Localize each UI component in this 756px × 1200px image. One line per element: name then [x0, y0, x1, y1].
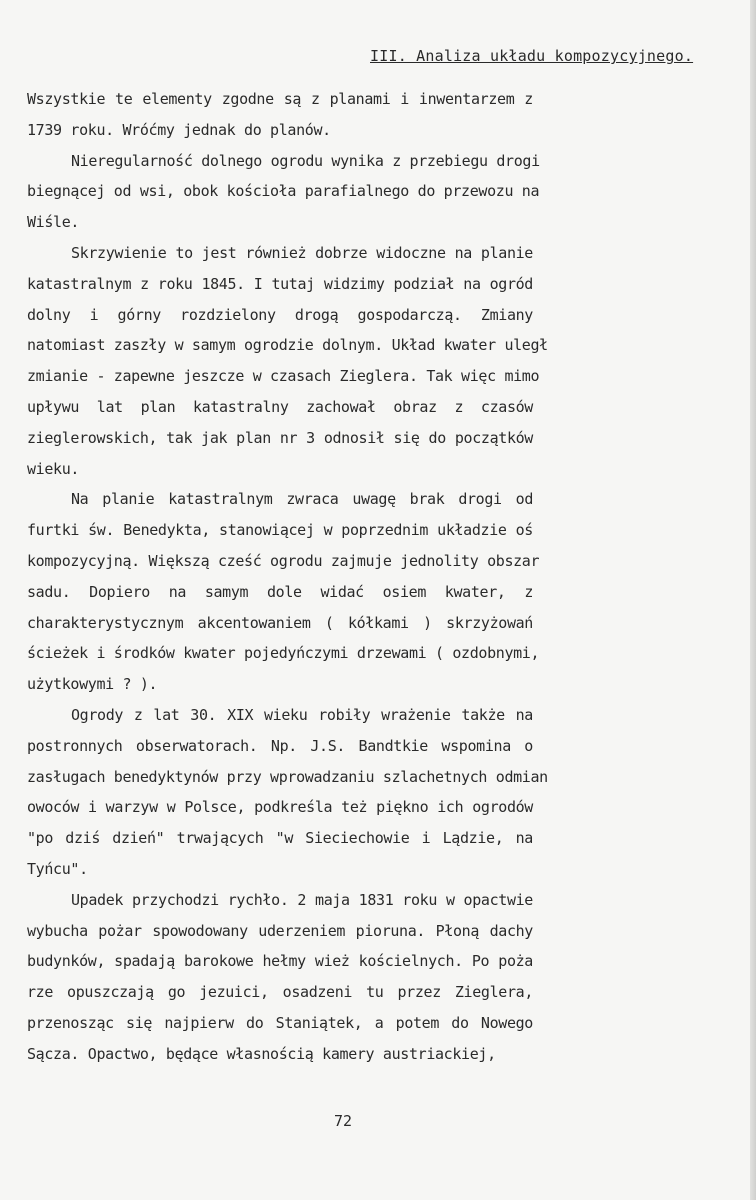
- paragraph: [27, 84, 533, 146]
- text-line: 1739 roku. Wróćmy jednak do planów.: [27, 120, 331, 139]
- paragraph: [27, 484, 540, 700]
- text-line: rze opuszczają go jezuici, osadzeni tu przez Zieglera,: [27, 983, 533, 1002]
- text-line: budynków, spadają barokowe hełmy wież kościelnych. Po poża: [27, 952, 533, 971]
- text-line: "po dziś dzień" trwających "w Sieciechowie i Lądzie, na: [27, 829, 533, 848]
- chapter-heading: III. Analiza układu kompozycyjnego.: [370, 47, 694, 65]
- text-line: owoców i warzyw w Polsce, podkreśla też piękno ich ogrodów: [27, 798, 533, 817]
- page-edge-shadow: [750, 0, 756, 1200]
- text-line: ścieżek i środków kwater pojedyńczymi drzewami ( ozdobnymi,: [27, 644, 540, 663]
- text-line: dolny i górny rozdzielony drogą gospodarczą. Zmiany: [27, 305, 533, 324]
- text-line: Wszystkie te elementy zgodne są z planami i inwentarzem z: [27, 90, 533, 108]
- text-line: Tyńcu".: [27, 859, 88, 878]
- text-line: sadu. Dopiero na samym dole widać osiem kwater, z: [27, 582, 533, 601]
- text-line: charakterystycznym akcentowaniem ( kółkami ) skrzyżowań: [27, 613, 533, 632]
- body-text: [27, 84, 548, 1070]
- text-line: Na planie katastralnym zwraca uwagę brak drogi od: [71, 490, 533, 509]
- text-line: natomiast zaszły w samym ogrodzie dolnym. Układ kwater uległ: [27, 336, 548, 355]
- text-line: Sącza. Opactwo, będące własnością kamery austriackiej,: [27, 1044, 496, 1063]
- text-line: wybucha pożar spowodowany uderzeniem pioruna. Płoną dachy: [27, 921, 533, 940]
- text-line: wieku.: [27, 459, 80, 478]
- paragraph: [27, 238, 548, 484]
- text-line: katastralnym z roku 1845. I tutaj widzimy podział na ogród: [27, 274, 533, 293]
- text-line: użytkowymi ? ).: [27, 675, 158, 694]
- text-line: Skrzywienie to jest również dobrze widoczne na planie: [71, 243, 533, 262]
- text-line: przenosząc się najpierw do Staniątek, a potem do Nowego: [27, 1013, 533, 1032]
- text-line: zieglerowskich, tak jak plan nr 3 odnosił się do początków: [27, 428, 533, 447]
- text-line: Upadek przychodzi rychło. 2 maja 1831 roku w opactwie: [71, 890, 533, 909]
- paragraph: [27, 885, 533, 1070]
- text-line: Nieregularność dolnego ogrodu wynika z przebiegu drogi: [71, 151, 540, 170]
- page-number: 72: [334, 1112, 353, 1130]
- text-line: zmianie - zapewne jeszcze w czasach Zieglera. Tak więc mimo: [27, 367, 540, 386]
- text-line: upływu lat plan katastralny zachował obraz z czasów: [27, 397, 533, 416]
- text-line: postronnych obserwatorach. Np. J.S. Bandtkie wspomina o: [27, 736, 533, 755]
- text-line: Wiśle.: [27, 213, 80, 232]
- paragraph: [27, 146, 540, 238]
- paragraph: [27, 700, 548, 885]
- text-line: zasługach benedyktynów przy wprowadzaniu szlachetnych odmian: [27, 767, 548, 786]
- text-line: Ogrody z lat 30. XIX wieku robiły wrażenie także na: [71, 705, 533, 724]
- text-line: biegnącej od wsi, obok kościoła parafialnego do przewozu na: [27, 182, 540, 201]
- text-line: furtki św. Benedykta, stanowiącej w poprzednim układzie oś: [27, 521, 533, 540]
- text-line: kompozycyjną. Większą cześć ogrodu zajmuje jednolity obszar: [27, 551, 540, 570]
